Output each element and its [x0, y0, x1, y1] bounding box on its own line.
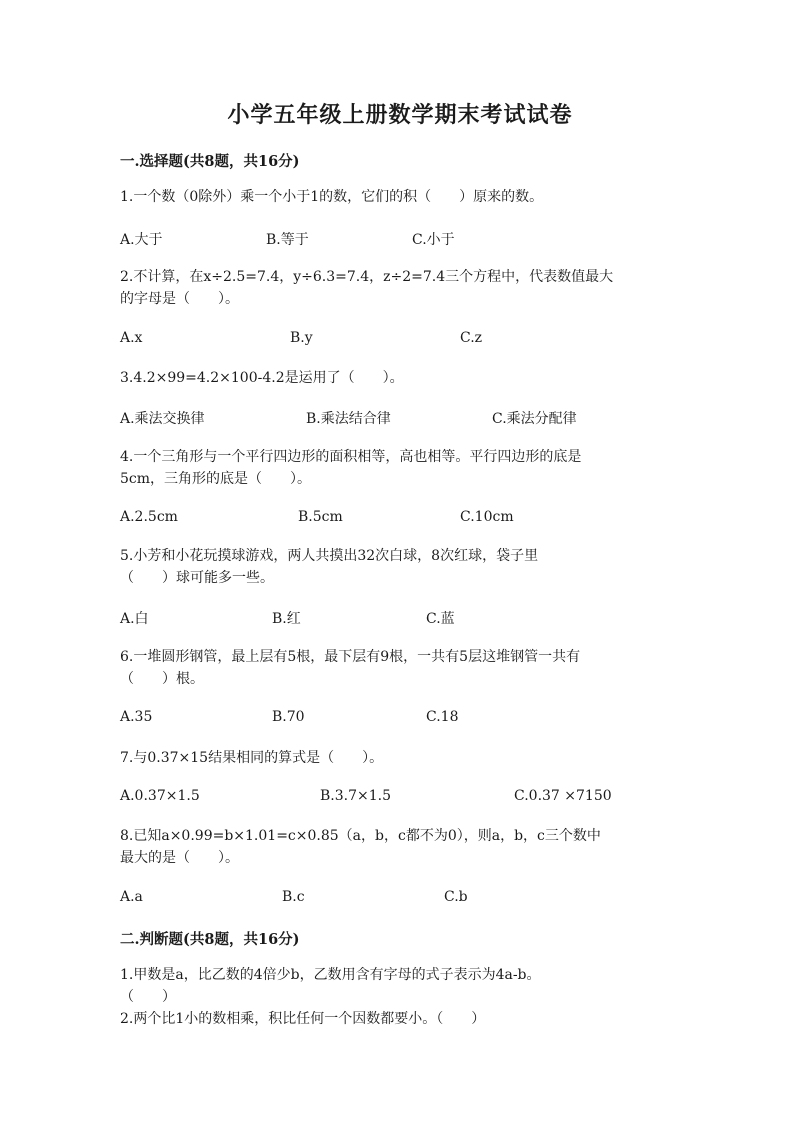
- question-2: [120, 266, 680, 310]
- question-3: [120, 367, 680, 389]
- question-line: 3.4.2×99=4.2×100-4.2是运用了（ ）。: [120, 370, 404, 386]
- option-b: B.3.7×1.5: [320, 788, 391, 804]
- option-b: B.等于: [266, 232, 309, 248]
- question-line: 1.一个数（0除外）乘一个小于1的数，它们的积（ ）原来的数。: [120, 189, 544, 205]
- question-7: [120, 747, 680, 769]
- option-c: C.18: [426, 709, 459, 725]
- question-8: [120, 825, 680, 869]
- option-b: B.红: [272, 611, 301, 627]
- option-c: C.10cm: [460, 509, 514, 525]
- option-b: B.70: [272, 709, 305, 725]
- option-c: C.b: [444, 889, 468, 905]
- section-heading-choice: 一.选择题(共8题，共16分): [120, 153, 300, 170]
- question-line: （ ）球可能多一些。: [120, 570, 274, 586]
- section-heading-judgement: 二.判断题(共8题，共16分): [120, 931, 300, 948]
- question-5: [120, 545, 680, 589]
- option-a: A.大于: [120, 232, 163, 248]
- option-b: B.y: [290, 330, 313, 346]
- option-a: A.35: [120, 709, 153, 725]
- question-line: 2.不计算，在x÷2.5=7.4，y÷6.3=7.4，z÷2=7.4三个方程中，代表数值最大: [120, 269, 614, 285]
- question-line: （ ）根。: [120, 671, 204, 687]
- option-a: A.a: [120, 889, 143, 905]
- option-a: A.x: [120, 330, 143, 346]
- option-a: A.乘法交换律: [120, 411, 205, 427]
- option-c: C.0.37 ×7150: [514, 788, 612, 804]
- question-line: 8.已知a×0.99=b×1.01=c×0.85（a，b，c都不为0），则a，b，c三个数中: [120, 828, 601, 844]
- option-a: A.2.5cm: [120, 509, 178, 525]
- option-a: A.0.37×1.5: [120, 788, 200, 804]
- question-line: 5.小芳和小花玩摸球游戏，两人共摸出32次白球，8次红球，袋子里: [120, 548, 539, 564]
- question-line: 5cm，三角形的底是（ ）。: [120, 471, 312, 487]
- question-4: [120, 446, 680, 490]
- option-c: C.小于: [412, 232, 455, 248]
- option-b: B.乘法结合律: [306, 411, 391, 427]
- option-c: C.蓝: [426, 611, 455, 627]
- option-b: B.5cm: [298, 509, 343, 525]
- option-c: C.乘法分配律: [492, 411, 577, 427]
- question-line: 4.一个三角形与一个平行四边形的面积相等，高也相等。平行四边形的底是: [120, 449, 582, 465]
- option-c: C.z: [460, 330, 483, 346]
- question-line: 最大的是（ ）。: [120, 850, 239, 866]
- question-line: 6.一堆圆形钢管，最上层有5根，最下层有9根，一共有5层这堆钢管一共有: [120, 649, 581, 665]
- question-line: （ ）: [120, 989, 176, 1005]
- option-a: A.白: [120, 611, 149, 627]
- question-line: 的字母是（ ）。: [120, 291, 239, 307]
- question-line: 2.两个比1小的数相乘，积比任何一个因数都要小。（ ）: [120, 1011, 486, 1027]
- option-b: B.c: [282, 889, 305, 905]
- question-line: 1.甲数是a，比乙数的4倍少b，乙数用含有字母的式子表示为4a-b。: [120, 967, 541, 983]
- judgement-question-2: [120, 1008, 680, 1030]
- question-line: 7.与0.37×15结果相同的算式是（ ）。: [120, 750, 384, 766]
- question-1: [120, 186, 680, 208]
- judgement-question-1: [120, 964, 680, 1008]
- page-title: 小学五年级上册数学期末考试试卷: [227, 102, 573, 128]
- question-6: [120, 646, 680, 690]
